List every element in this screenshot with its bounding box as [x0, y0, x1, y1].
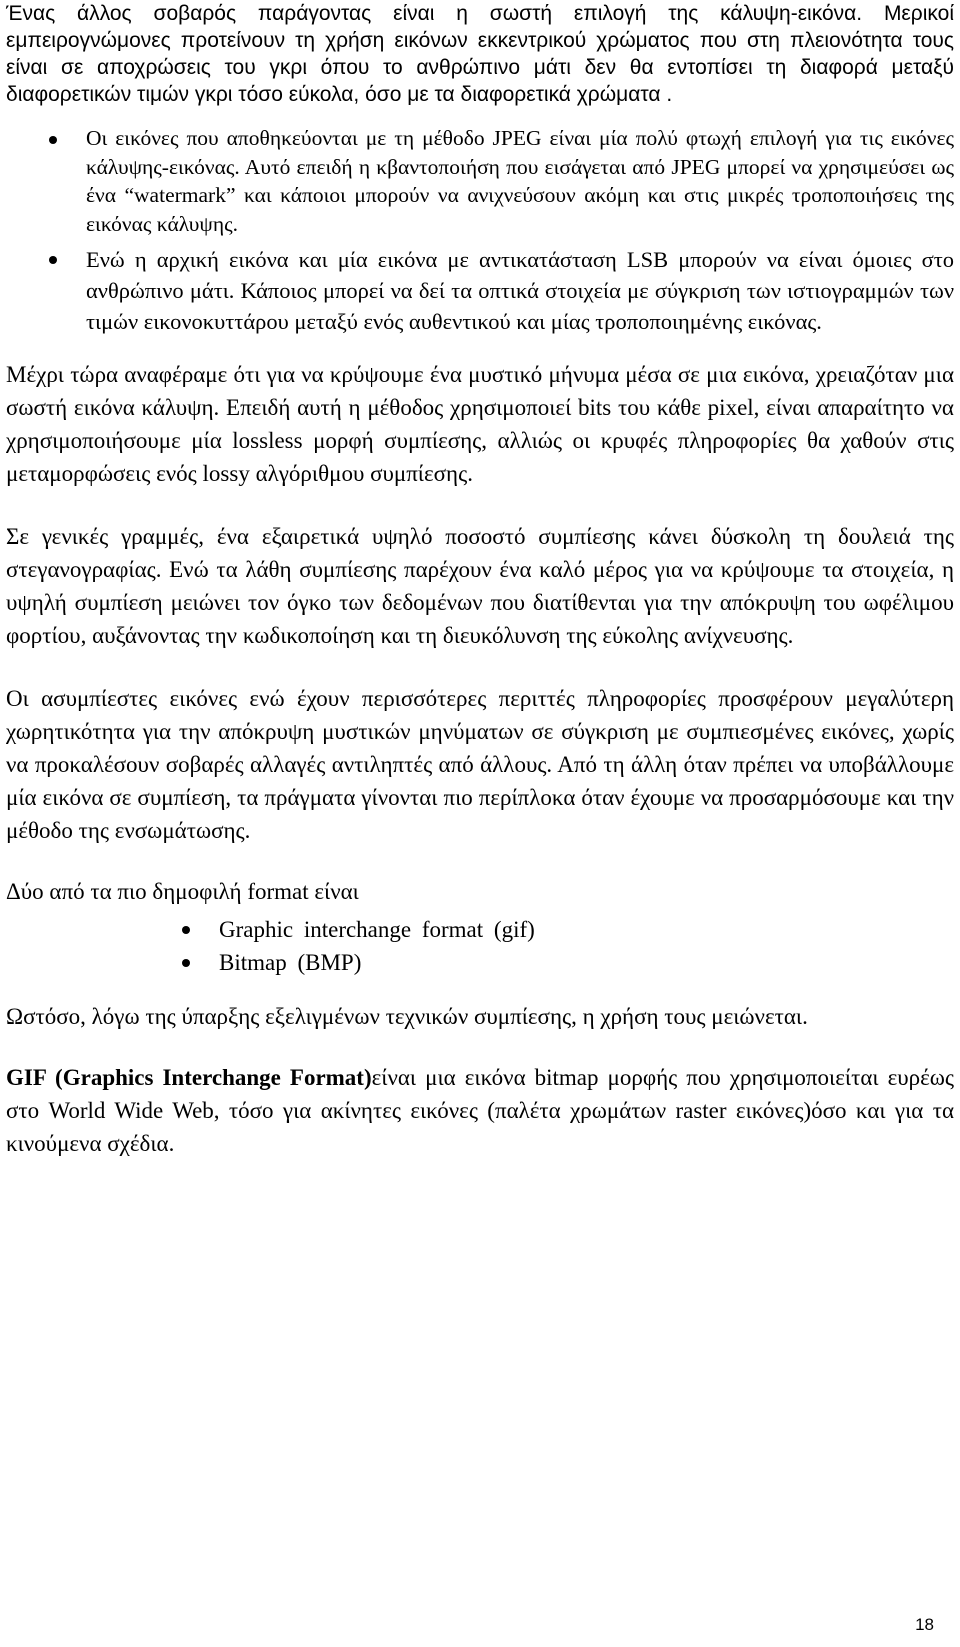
list-item: [6, 946, 954, 979]
bullet-lead-text: Ενώ η αρχική εικόνα και μία εικόνα με αντικατάσταση LSB μπορούν να είναι όμοιες στο ανθρώπινο μάτι.: [86, 247, 954, 303]
bullet-icon: [182, 926, 190, 934]
list-item: [6, 244, 954, 337]
bullet-rest-text: Αυτό επειδή η κβαντοποιήση που εισάγεται από JPEG μπορεί να χρησιμεύσει ως ένα “watermark” και κάποιοι μπορούν να ανιχνεύσουν ακόμη και στις μικρές τροποποιήσεις της εικόνας κάλυψης.: [86, 154, 954, 236]
page-number: 18: [915, 1615, 934, 1634]
gif-definition: είναι μια εικόνα bitmap μορφής που χρησιμοποιείται ευρέως στο World Wide Web, τόσο για ακίνητες εικόνες (παλέτα χρωμάτων raster εικόνες)όσο και για τα κινούμενα σχέδια.: [6, 1065, 955, 1156]
paragraph-compression: Σε γενικές γραμμές, ένα εξαιρετικά υψηλό ποσοστό συμπίεσης κάνει δύσκολη τη δουλειά της στεγανογραφίας. Ενώ τα λάθη συμπίεσης παρέχουν ένα καλό μέρος για να κρύψουμε τα στοιχεία, η υψηλή συμπίεση μειώνει τον όγκο των δεδομένων που διατίθενται για την απόκρυψη του ωφέλιμου φορτίου, αυξάνοντας την κωδικοποίηση και τη διευκόλυνση της εύκολης ανίχνευσης.: [6, 524, 954, 648]
paragraph-lossless: Μέχρι τώρα αναφέραμε ότι για να κρύψουμε ένα μυστικό μήνυμα μέσα σε μια εικόνα, χρειαζόταν μια σωστή εικόνα κάλυψη. Επειδή αυτή η μέθοδος χρησιμοποιεί bits του κάθε pixel, είναι απαραίτητο να χρησιμοποιήσουμε μία lossless μορφή συμπίεσης, αλλιώς οι κρυφές πληροφορίες θα χαθούν στις μεταμορφώσεις ενός lossy αλγόριθμου συμπίεσης.: [6, 362, 954, 486]
bullet-icon: [49, 256, 57, 264]
formats-list: [6, 913, 954, 979]
document-body: [6, 0, 954, 1160]
jpeg-bullet-list: [6, 124, 954, 337]
paragraph-usage: Ωστόσο, λόγω της ύπαρξης εξελιγμένων τεχνικών συμπίεσης, η χρήση τους μειώνεται.: [6, 1004, 808, 1029]
bullet-rest-text: Κάποιος μπορεί να δεί τα οπτικά στοιχεία με σύγκριση των ιστιογραμμών των τιμών εικονοκυττάρου μεταξύ ενός αυθεντικού και μίας τροποποιημένης εικόνας.: [86, 278, 954, 334]
bullet-lead-text: Οι εικόνες που αποθηκεύονται με τη μέθοδο JPEG είναι μία πολύ φτωχή επιλογή για τις εικόνες κάλυψης-εικόνας.: [86, 126, 954, 179]
gif-term: GIF (Graphics Interchange Format): [6, 1065, 372, 1090]
list-item: [6, 124, 954, 238]
bullet-icon: [182, 959, 190, 967]
paragraph-intro: Ένας άλλος σοβαρός παράγοντας είναι η σωστή επιλογή της κάλυψη-εικόνα. Μερικοί εμπειρογνώμονες προτείνουν τη χρήση εικόνων εκκεντρικού χρώματος που στη πλειονότητα τους είναι σε αποχρώσεις του γκρι όπου το ανθρώπινο μάτι δεν θα εντοπίσει τη διαφορά μεταξύ διαφορετικών τιμών γκρι τόσο εύκολα, όσο με τα διαφορετικά χρώματα .: [6, 2, 954, 106]
list-item: [6, 913, 954, 946]
paragraph-uncompressed: Οι ασυμπίεστες εικόνες ενώ έχουν περισσότερες περιττές πληροφορίες προσφέρουν μεγαλύτερη χωρητικότητα για την απόκρυψη μυστικών μηνύματων σε σύγκριση με συμπιεσμένες εικόνες, χωρίς να προκαλέσουν σοβαρές αλλαγές αντιληπτές από άλλους. Από τη άλλη όταν πρέπει να υποβάλλουμε μία εικόνα σε συμπίεση, τα πράγματα γίνονται πιο περίπλοκα όταν έχουμε να προσαρμόσουμε και την μέθοδο της ενσωμάτωσης.: [6, 686, 954, 843]
formats-intro: Δύο από τα πιο δημοφιλή format είναι: [6, 879, 359, 904]
format-name: Bitmap (BMP): [219, 950, 362, 975]
format-name: Graphic interchange format (gif): [219, 917, 535, 942]
bullet-icon: [49, 136, 57, 144]
paragraph-gif: [6, 1061, 954, 1160]
